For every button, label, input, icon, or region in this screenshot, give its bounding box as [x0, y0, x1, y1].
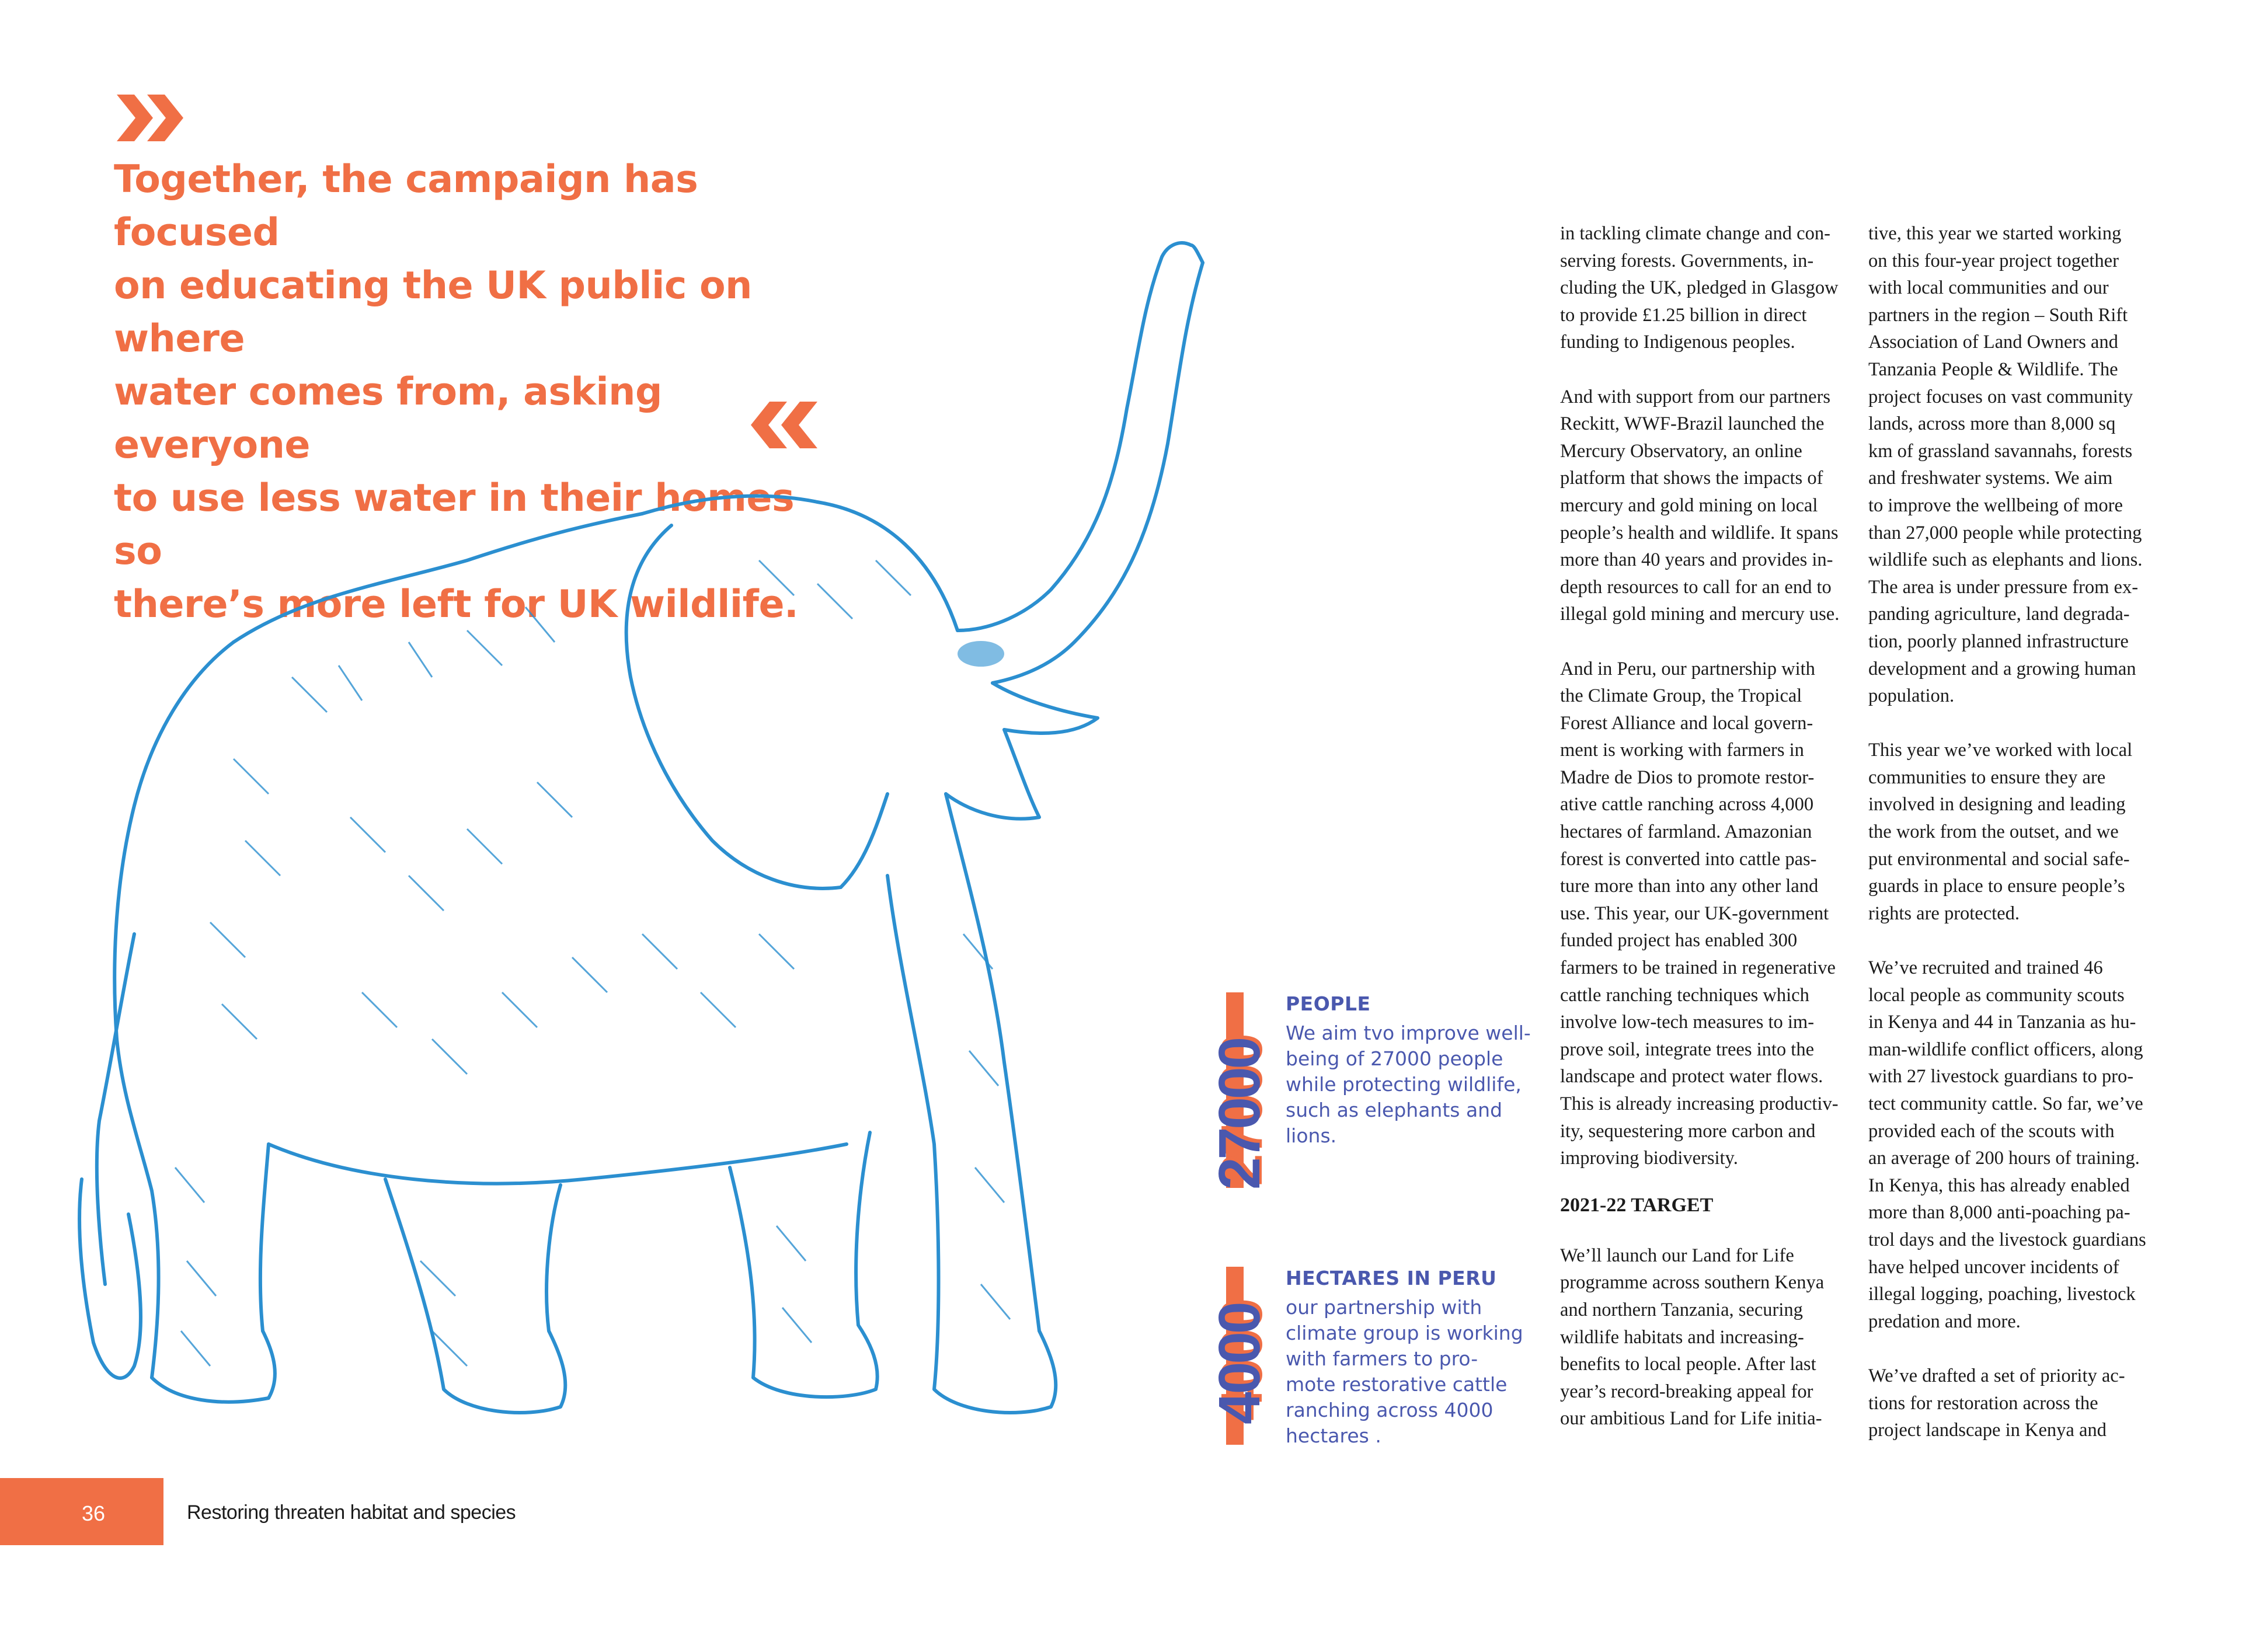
- text-line: communities to ensure they are: [1868, 766, 2106, 788]
- text-line: We’ll launch our Land for Life: [1560, 1245, 1794, 1266]
- text-line: provided each of the scouts with: [1868, 1120, 2115, 1142]
- text-line: platform that shows the impacts of: [1560, 468, 1823, 489]
- double-chevron-right-icon: [117, 95, 188, 141]
- stat-block-people: [1207, 992, 1547, 1197]
- text-line: in Kenya and 44 in Tanzania as hu-: [1868, 1012, 2136, 1033]
- text-line: Association of Land Owners and: [1868, 332, 2118, 353]
- text-line: man-wildlife conflict officers, along: [1868, 1038, 2143, 1060]
- text-line: Tanzania People & Wildlife. The: [1868, 358, 2118, 380]
- paragraph: [1560, 656, 1843, 1172]
- text-line: involve low-tech measures to im-: [1560, 1012, 1815, 1033]
- text-line: use. This year, our UK-government: [1560, 902, 1829, 924]
- text-line: tive, this year we started working: [1868, 223, 2122, 244]
- text-line: on this four-year project together: [1868, 250, 2119, 271]
- stat-number: 27000: [1207, 1038, 1272, 1190]
- quote-line: water comes from, asking everyone: [114, 370, 662, 467]
- stat-description: [1286, 1295, 1543, 1449]
- stat-description-line: being of 27000 people: [1286, 1047, 1503, 1070]
- paragraph: [1868, 954, 2152, 1335]
- text-line: funding to Indigenous peoples.: [1560, 332, 1795, 353]
- quote-line: Together, the campaign has focused: [114, 158, 698, 255]
- paragraph: [1868, 1362, 2152, 1444]
- text-line: in tackling climate change and con-: [1560, 223, 1830, 244]
- body-column-1: [1560, 220, 1843, 1460]
- section-heading: 2021-22 TARGET: [1560, 1194, 1714, 1216]
- text-line: put environmental and social safe-: [1868, 848, 2130, 870]
- text-line: prove soil, integrate trees into the: [1560, 1038, 1815, 1060]
- text-line: and northern Tanzania, securing: [1560, 1299, 1803, 1320]
- text-line: We’ve recruited and trained 46: [1868, 957, 2103, 979]
- text-line: Mercury Observatory, an online: [1560, 440, 1802, 462]
- text-line: We’ve drafted a set of priority ac-: [1868, 1365, 2125, 1386]
- text-line: hectares of farmland. Amazonian: [1560, 821, 1812, 843]
- text-line: year’s record-breaking appeal for: [1560, 1381, 1813, 1402]
- stat-description-line: mote restorative cattle: [1286, 1373, 1508, 1396]
- text-line: project landscape in Kenya and: [1868, 1420, 2107, 1441]
- stat-description-line: while protecting wildlife,: [1286, 1073, 1522, 1096]
- text-line: cattle ranching techniques which: [1560, 984, 1809, 1006]
- stat-description-line: our partnership with: [1286, 1296, 1482, 1319]
- text-line: ture more than into any other land: [1560, 876, 1819, 897]
- text-line: tect community cattle. So far, we’ve: [1868, 1093, 2143, 1114]
- stat-description-line: ranching across 4000: [1286, 1399, 1493, 1421]
- text-line: to provide £1.25 billion in direct: [1560, 304, 1807, 326]
- quote-line: to use less water in their homes so: [114, 476, 795, 573]
- body-column-2: [1868, 220, 2152, 1471]
- stat-description-line: We aim tvo improve well-: [1286, 1022, 1531, 1044]
- text-line: landscape and protect water flows.: [1560, 1066, 1823, 1088]
- stat-description-line: lions.: [1286, 1124, 1337, 1147]
- stat-description: [1286, 1020, 1543, 1149]
- stat-description-line: hectares .: [1286, 1424, 1381, 1447]
- text-line: improving biodiversity.: [1560, 1148, 1738, 1169]
- text-line: This year we’ve worked with local: [1868, 740, 2133, 761]
- paragraph: [1560, 384, 1843, 628]
- text-line: and freshwater systems. We aim: [1868, 468, 2113, 489]
- text-line: tions for restoration across the: [1868, 1392, 2098, 1414]
- text-line: wildlife such as elephants and lions.: [1868, 549, 2143, 571]
- text-line: programme across southern Kenya: [1560, 1272, 1825, 1294]
- text-line: people’s health and wildlife. It spans: [1560, 522, 1839, 543]
- text-line: Forest Alliance and local govern-: [1560, 712, 1813, 734]
- paragraph: [1868, 220, 2152, 710]
- text-line: wildlife habitats and increasing-: [1560, 1326, 1804, 1348]
- text-line: funded project has enabled 300: [1560, 930, 1798, 952]
- text-line: depth resources to call for an end to: [1560, 576, 1832, 598]
- page-number: 36: [82, 1501, 106, 1525]
- text-line: And in Peru, our partnership with: [1560, 658, 1815, 679]
- text-line: the Climate Group, the Tropical: [1560, 685, 1802, 707]
- text-line: guards in place to ensure people’s: [1868, 876, 2125, 897]
- text-line: panding agriculture, land degrada-: [1868, 604, 2130, 625]
- text-line: In Kenya, this has already enabled: [1868, 1174, 2130, 1196]
- text-line: more than 40 years and provides in-: [1560, 549, 1833, 571]
- text-line: The area is under pressure from ex-: [1868, 576, 2139, 598]
- text-line: tion, poorly planned infrastructure: [1868, 630, 2129, 652]
- paragraph: [1560, 1242, 1843, 1433]
- text-line: cluding the UK, pledged in Glasgow: [1560, 277, 1839, 299]
- text-line: population.: [1868, 685, 1955, 707]
- text-line: development and a growing human: [1868, 658, 2136, 679]
- text-line: the work from the outset, and we: [1868, 821, 2119, 843]
- stat-block-hectares: [1207, 1267, 1547, 1454]
- text-line: km of grassland savannahs, forests: [1868, 440, 2133, 462]
- text-line: illegal logging, poaching, livestock: [1868, 1284, 2136, 1305]
- paragraph: [1560, 220, 1843, 356]
- paragraph: [1868, 737, 2152, 927]
- stat-description-line: with farmers to pro-: [1286, 1347, 1478, 1370]
- text-line: predation and more.: [1868, 1311, 2021, 1332]
- text-line: have helped uncover incidents of: [1868, 1256, 2119, 1278]
- quote-line: there’s more left for UK wildlife.: [114, 583, 799, 626]
- text-line: benefits to local people. After last: [1560, 1354, 1816, 1375]
- text-line: trol days and the livestock guardians: [1868, 1229, 2146, 1250]
- footer-section-title: Restoring threaten habitat and species: [187, 1501, 516, 1524]
- text-line: This is already increasing productiv-: [1560, 1093, 1839, 1114]
- text-line: an average of 200 hours of training.: [1868, 1148, 2140, 1169]
- text-line: involved in designing and leading: [1868, 794, 2126, 815]
- stat-label: HECTARES IN PERU: [1286, 1267, 1497, 1289]
- text-line: illegal gold mining and mercury use.: [1560, 604, 1840, 625]
- text-line: rights are protected.: [1868, 902, 2020, 924]
- elephant-illustration: [58, 233, 1226, 1471]
- text-line: ment is working with farmers in: [1560, 740, 1804, 761]
- stat-number: 4000: [1207, 1304, 1272, 1424]
- text-line: more than 8,000 anti-poaching pa-: [1868, 1202, 2130, 1224]
- text-line: with 27 livestock guardians to pro-: [1868, 1066, 2134, 1088]
- text-line: ative cattle ranching across 4,000: [1560, 794, 1814, 815]
- text-line: with local communities and our: [1868, 277, 2109, 299]
- text-line: And with support from our partners: [1560, 386, 1831, 407]
- text-line: partners in the region – South Rift: [1868, 304, 2128, 326]
- text-line: Reckitt, WWF-Brazil launched the: [1560, 413, 1825, 435]
- text-line: Madre de Dios to promote restor-: [1560, 766, 1815, 788]
- text-line: forest is converted into cattle pas-: [1560, 848, 1817, 870]
- text-line: ity, sequestering more carbon and: [1560, 1120, 1816, 1142]
- text-line: our ambitious Land for Life initia-: [1560, 1408, 1822, 1430]
- text-line: farmers to be trained in regenerative: [1560, 957, 1836, 979]
- text-line: local people as community scouts: [1868, 984, 2125, 1006]
- text-line: serving forests. Governments, in-: [1560, 250, 1814, 271]
- quote-line: on educating the UK public on where: [114, 264, 752, 361]
- stat-label: PEOPLE: [1286, 992, 1371, 1015]
- text-line: project focuses on vast community: [1868, 386, 2133, 407]
- stat-description-line: climate group is working: [1286, 1322, 1523, 1344]
- text-line: than 27,000 people while protecting: [1868, 522, 2142, 543]
- text-line: to improve the wellbeing of more: [1868, 494, 2123, 516]
- text-line: lands, across more than 8,000 sq: [1868, 413, 2116, 435]
- stat-description-line: such as elephants and: [1286, 1099, 1503, 1121]
- text-line: mercury and gold mining on local: [1560, 494, 1818, 516]
